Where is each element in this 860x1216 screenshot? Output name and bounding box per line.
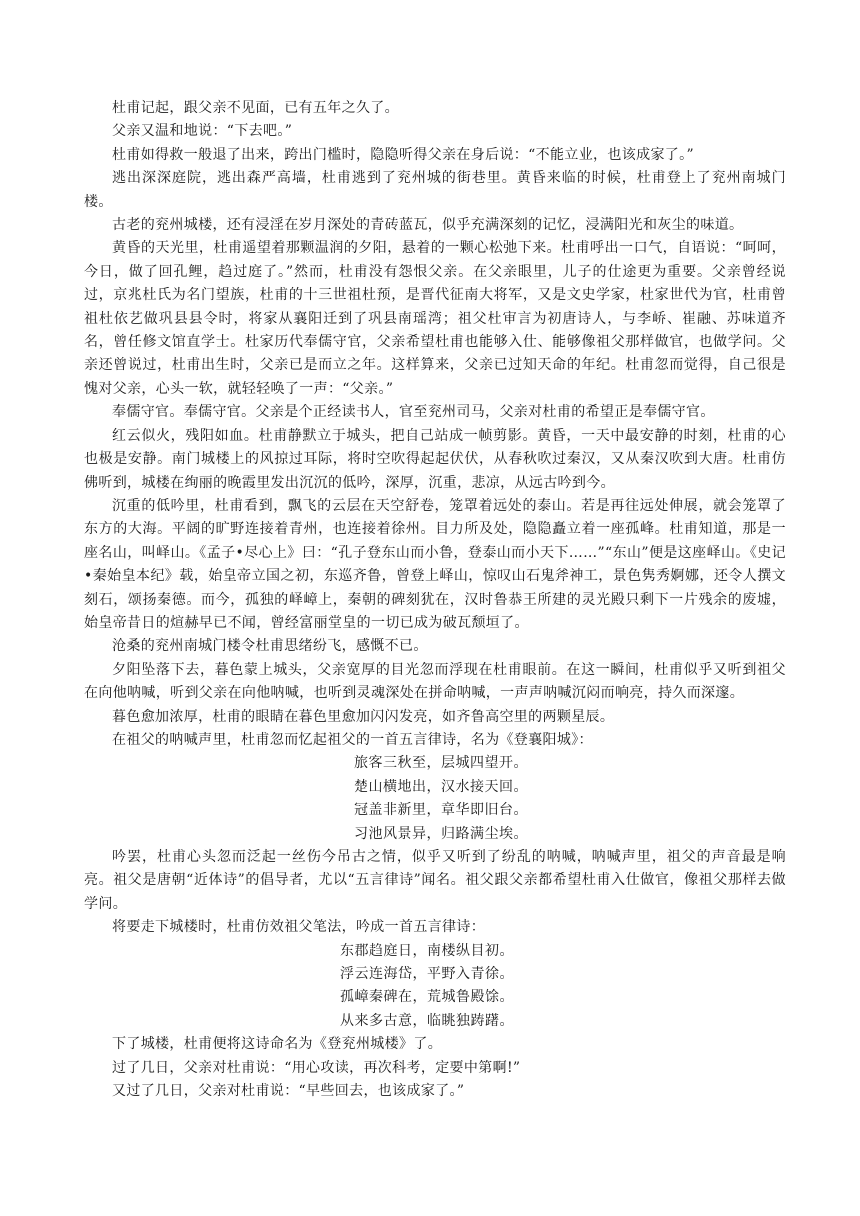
paragraph: 夕阳坠落下去，暮色蒙上城头，父亲宽厚的目光忽而浮现在杜甫眼前。在这一瞬间，杜甫似乎又听到祖父在向他呐喊，听到父亲在向他呐喊，也听到灵魂深处在拼命呐喊，一声声呐喊沉闷而响亮，持久而深邃。 [84,661,786,702]
paragraph: 沉重的低吟里，杜甫看到，飘飞的云层在天空舒卷，笼罩着远处的泰山。若是再往远处伸展，就会笼罩了东方的大海。平阔的旷野连接着青州，也连接着徐州。目力所及处，隐隐矗立着一座孤峰。杜甫知道，那是一座名山，叫峄山。《孟子•尽心上》曰：“孔子登东山而小鲁，登泰山而小天下……”“东山”便是这座峄山。《史记•秦始皇本纪》载，始皇帝立国之初，东巡齐鲁，曾登上峄山，惊叹山石鬼斧神工，景色隽秀婀娜，还令人撰文刻石，颂扬秦德。而今，孤独的峄嶂上，秦朝的碑刻犹在，汉时鲁恭王所建的灵光殿只剩下一片残余的废墟，始皇帝昔日的煊赫早已不闻，曾经富丽堂皇的一切已成为破瓦颓垣了。 [84,497,786,631]
poem-line: 从来多古意，临眺独踌躇。 [340,1012,514,1029]
poem-line: 旅客三秋至，层城四望开。 [354,755,528,772]
paragraph: 杜甫如得救一般退了出来，跨出门槛时，隐隐听得父亲在身后说：“不能立业，也该成家了。” [112,146,695,163]
poem-line: 孤嶂秦碑在，荒城鲁殿馀。 [340,989,514,1006]
poem-line: 习池风景异，归路满尘埃。 [354,825,528,842]
paragraph: 在祖父的呐喊声里，杜甫忽而忆起祖父的一首五言律诗，名为《登襄阳城》： [112,731,593,748]
poem-line: 楚山横地出，汉水接天回。 [354,778,528,795]
paragraph: 下了城楼，杜甫便将这诗命名为《登兖州城楼》了。 [112,1036,443,1053]
paragraph: 又过了几日，父亲对杜甫说：“早些回去，也该成家了。” [112,1083,465,1100]
poem-line: 冠盖非新里，章华即旧台。 [354,802,528,819]
paragraph: 将要走下城楼时，杜甫仿效祖父笔法，吟成一首五言律诗： [112,919,486,936]
paragraph: 杜甫记起，跟父亲不见面，已有五年之久了。 [112,100,399,116]
paragraph: 过了几日，父亲对杜甫说：“用心攻读，再次科考，定要中第啊!” [112,1059,521,1076]
paragraph: 逃出深深庭院，逃出森严高墙，杜甫逃到了兖州城的街巷里。黄昏来临的时候，杜甫登上了兖州南城门楼。 [84,170,786,210]
poem-deng-yanzhou-chenglou [84,940,786,1034]
poem-deng-xiangyang-cheng [84,752,786,846]
paragraph: 吟罢，杜甫心头忽而泛起一丝伤今吊古之情，似乎又听到了纷乱的呐喊，呐喊声里，祖父的声音最是响亮。祖父是唐朝“近体诗”的倡导者，尤以“五言律诗”闻名。祖父跟父亲都希望杜甫入仕做官，像祖父那样去做学问。 [84,849,786,912]
poem-line: 东郡趋庭日，南楼纵目初。 [340,942,514,959]
paragraph: 黄昏的天光里，杜甫遥望着那颗温润的夕阳，悬着的一颗心松弛下来。杜甫呼出一口气，自语说：“呵呵，今日，做了回孔鲤，趋过庭了。”然而，杜甫没有怨恨父亲。在父亲眼里，儿子的仕途更为重要。父亲曾经说过，京兆杜氏为名门望族，杜甫的十三世祖杜预，是晋代征南大将军，又是文史学家，杜家世代为官，杜甫曾祖杜依艺做巩县县令时，将家从襄阳迁到了巩县南瑶湾；祖父杜审言为初唐诗人，与李峤、崔融、苏味道齐名，曾任修文馆直学士。杜家历代奉儒守官，父亲希望杜甫也能够入仕、能够像祖父那样做官，也做学问。父亲还曾说过，杜甫出生时，父亲已是而立之年。这样算来，父亲已过知天命的年纪。杜甫忽而觉得，自己很是愧对父亲，心头一软，就轻轻唤了一声：“父亲。” [84,240,786,397]
paragraph: 父亲又温和地说：“下去吧。” [112,123,293,140]
paragraph: 暮色愈加浓厚，杜甫的眼睛在暮色里愈加闪闪发亮，如齐鲁高空里的两颗星辰。 [112,708,615,725]
paragraph: 红云似火，残阳如血。杜甫静默立于城头，把自己站成一帧剪影。黄昏，一天中最安静的时刻，杜甫的心也极是安静。南门城楼上的风掠过耳际，将时空吹得起起伏伏，从春秋吹过秦汉，又从秦汉吹到大唐。杜甫仿佛听到，城楼在绚丽的晚霞里发出沉沉的低吟，深厚，沉重，悲凉，从远古吟到今。 [84,427,786,491]
paragraph: 沧桑的兖州南城门楼令杜甫思绪纷飞，感慨不已。 [112,638,428,655]
paragraph: 古老的兖州城楼，还有浸淫在岁月深处的青砖蓝瓦，似乎充满深刻的记忆，浸满阳光和灰尘的味道。 [112,217,744,234]
paragraph: 奉儒守官。奉儒守官。父亲是个正经读书人，官至兖州司马，父亲对杜甫的希望正是奉儒守官。 [112,404,715,421]
poem-line: 浮云连海岱，平野入青徐。 [340,966,514,983]
document-body [84,97,786,1103]
